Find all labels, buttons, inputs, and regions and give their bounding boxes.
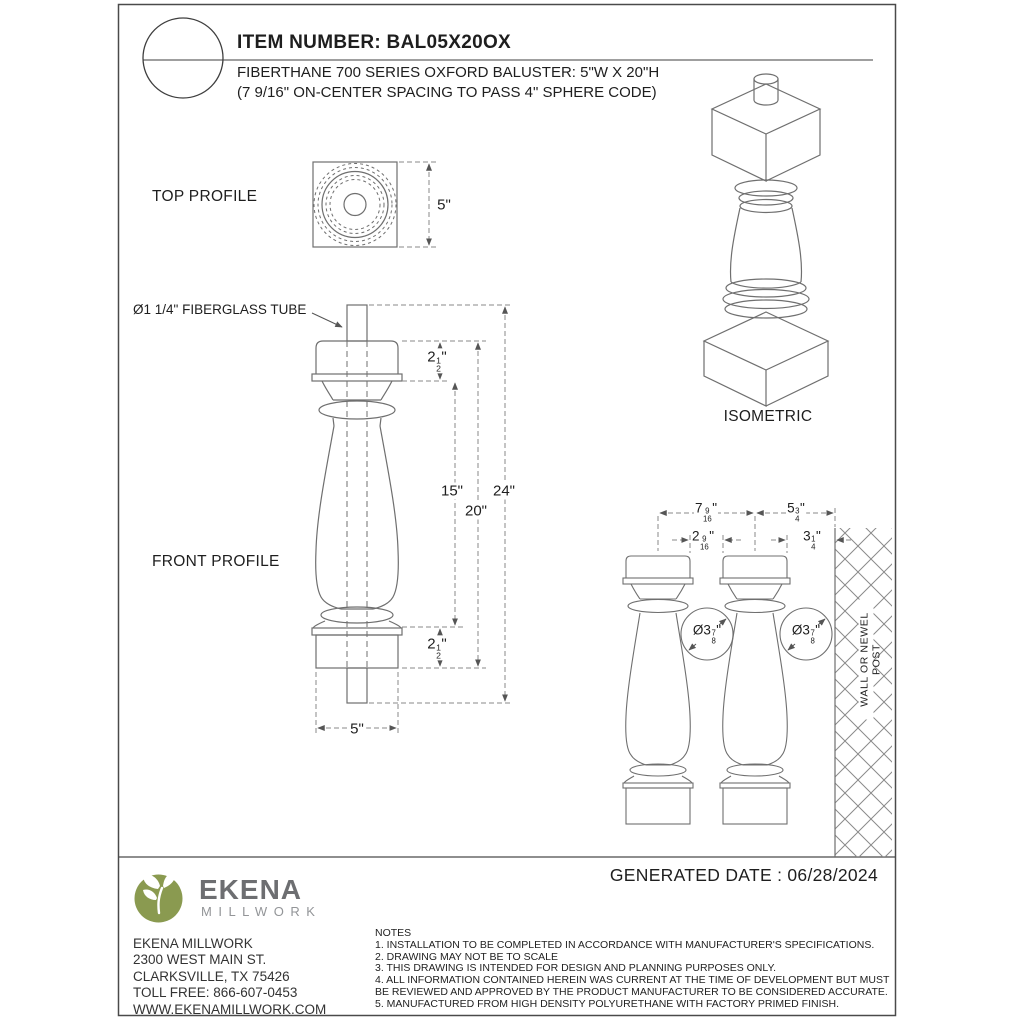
top-profile-width-dim: 5" [437, 196, 451, 214]
address-line: TOLL FREE: 866-607-0453 [133, 985, 298, 1001]
on-center-spacing-dim: 7 9 16 " [694, 500, 718, 524]
brand-name: EKENA [199, 874, 303, 905]
shaft-height-dim: 15" [440, 482, 464, 500]
notes-title: NOTES [375, 927, 412, 939]
sphere-diameter-right: Ø3 7 8 " [791, 622, 821, 646]
brand-tagline: MILLWORK [201, 904, 322, 919]
front-profile-drawing [312, 305, 402, 703]
fiberglass-tube-note: Ø1 1/4" FIBERGLASS TUBE [133, 302, 307, 317]
address-line: 2300 WEST MAIN ST. [133, 952, 267, 968]
isometric-drawing [704, 74, 828, 406]
sheet-frame [118, 5, 896, 1016]
wall-or-newel-post-label: WALL OR NEWEL POST [859, 600, 874, 720]
product-description-line2: (7 9/16" ON-CENTER SPACING TO PASS 4" SPHERE CODE) [237, 84, 657, 101]
company-address [133, 936, 326, 1018]
spacing-dimensions [658, 508, 851, 553]
wall-gap-dim: 3 1 4 " [803, 528, 821, 552]
address-line: CLARKSVILLE, TX 75426 [133, 968, 290, 984]
product-description-line1: FIBERTHANE 700 SERIES OXFORD BALUSTER: 5"W X 20"H [237, 64, 660, 81]
cap-height-dim: 2 1 2 " [427, 348, 447, 374]
address-line: EKENA MILLWORK [133, 936, 253, 951]
notes-block [375, 928, 890, 1011]
note-item: 3. THIS DRAWING IS INTENDED FOR DESIGN AND PLANNING PURPOSES ONLY. [375, 962, 777, 975]
address-line: WWW.EKENAMILLWORK.COM [133, 1001, 327, 1017]
top-profile-label: TOP PROFILE [152, 188, 258, 205]
note-item: 4. ALL INFORMATION CONTAINED HEREIN WAS CURRENT AT THE TIME OF DEVELOPMENT BUT MUST BE REVIEWED AND APPROVED BY THE PRODUCT MANUFACTURER TO BE CONSIDERED ACCURATE. [375, 974, 890, 998]
baluster-height-dim: 20" [464, 502, 488, 520]
top-profile-dimension [399, 162, 437, 247]
isometric-label: ISOMETRIC [723, 408, 813, 425]
ekena-logo [135, 872, 183, 923]
front-profile-dimensions [312, 305, 512, 735]
front-width-dim: 5" [350, 720, 364, 738]
sphere-diameter-left: Ø3 7 8 " [692, 622, 722, 646]
spacing-balusters [623, 556, 790, 824]
clear-gap-dim: 2 9 16 " [691, 528, 715, 552]
generated-date: GENERATED DATE : 06/28/2024 [609, 865, 878, 885]
note-item: 5. MANUFACTURED FROM HIGH DENSITY POLYURETHANE WITH FACTORY PRIMED FINISH. [375, 997, 839, 1010]
base-height-dim: 2 1 2 " [427, 635, 447, 661]
front-profile-label: FRONT PROFILE [152, 553, 280, 570]
item-number: ITEM NUMBER: BAL05X20OX [237, 32, 511, 53]
to-wall-spacing-dim: 5 3 4 " [787, 500, 805, 524]
top-profile-drawing [313, 162, 397, 247]
note-item: 2. DRAWING MAY NOT BE TO SCALE [375, 950, 559, 963]
note-item: 1. INSTALLATION TO BE COMPLETED IN ACCORDANCE WITH MANUFACTURER'S SPECIFICATIONS. [375, 938, 875, 951]
overall-height-dim: 24" [492, 482, 516, 500]
